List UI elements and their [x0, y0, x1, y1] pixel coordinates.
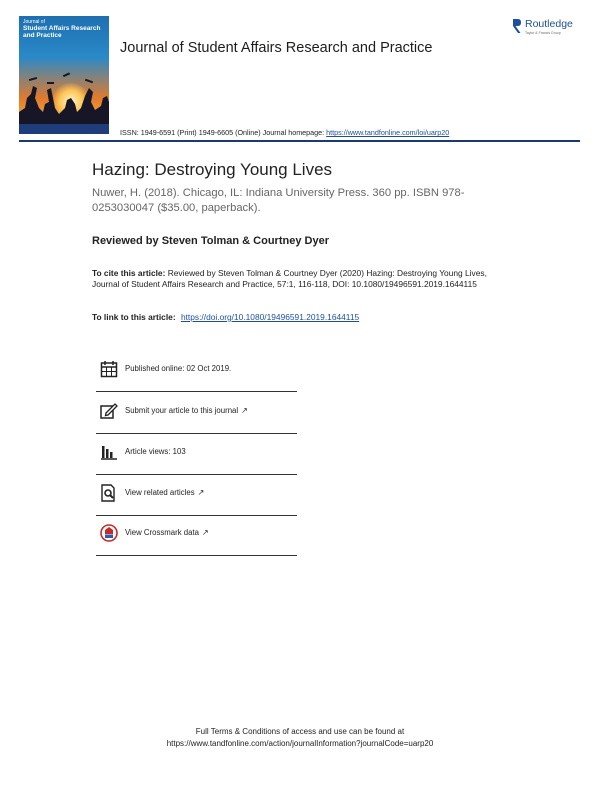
journal-cover-image: [19, 16, 109, 134]
issn-line: [120, 128, 449, 137]
header-divider: [19, 140, 580, 142]
reviewers: Reviewed by Steven Tolman & Courtney Dyer: [92, 235, 329, 247]
terms-footer: [0, 726, 600, 749]
external-link-icon: ↗: [197, 488, 205, 497]
search-document-icon: [100, 484, 118, 502]
crossmark-icon: [100, 524, 118, 542]
routledge-r-icon: [512, 18, 522, 34]
calendar-icon: [100, 360, 118, 378]
divider: [96, 555, 297, 557]
issn-text: ISSN: 1949-6591 (Print) 1949-6605 (Online) Journal homepage:: [120, 128, 325, 137]
publisher-tagline: Taylor & Francis Group: [525, 31, 561, 35]
related-articles-link[interactable]: [125, 488, 204, 497]
publisher-name: Routledge: [525, 18, 573, 30]
divider: [96, 474, 297, 476]
submit-article-link[interactable]: [125, 406, 248, 415]
link-label: To link to this article:: [92, 312, 176, 322]
info-crossmark[interactable]: [96, 516, 297, 556]
cite-block: [92, 268, 497, 291]
external-link-icon: ↗: [241, 406, 248, 415]
terms-line: Full Terms & Conditions of access and use can be found at: [195, 727, 405, 736]
journal-homepage-link[interactable]: https://www.tandfonline.com/loi/uarp20: [326, 128, 450, 137]
published-date: Published online: 02 Oct 2019.: [125, 364, 232, 373]
info-published: [96, 352, 297, 392]
article-views: Article views: 103: [125, 447, 186, 456]
divider: [96, 433, 297, 435]
external-link-icon: ↗: [201, 528, 209, 537]
edit-icon: [100, 402, 118, 420]
routledge-logo: [512, 18, 573, 34]
terms-url[interactable]: https://www.tandfonline.com/action/journalInformation?journalCode=uarp20: [166, 738, 434, 748]
link-block: [92, 312, 359, 322]
journal-title: Journal of Student Affairs Research and Practice: [120, 40, 433, 56]
article-title: Hazing: Destroying Young Lives: [92, 160, 333, 179]
divider: [96, 391, 297, 393]
cover-small-text: Journal of: [23, 19, 45, 25]
crossmark-label: View Crossmark data: [125, 528, 199, 537]
related-articles-label: View related articles: [125, 488, 195, 497]
info-views: [96, 435, 297, 475]
cite-text: Reviewed by Steven Tolman & Courtney Dyer (2020) Hazing: Destroying Young Lives, Journal of Student Affairs Research and Practice, 57:1, 116-118, DOI: 10.1080/19496591.2019.1644115: [92, 268, 487, 290]
bar-chart-icon: [100, 443, 118, 461]
submit-article-label: Submit your article to this journal: [125, 406, 239, 415]
cover-title: Student Affairs Research and Practice: [23, 25, 101, 39]
info-related[interactable]: [96, 476, 297, 516]
cite-label: To cite this article:: [92, 268, 166, 278]
crossmark-link[interactable]: [125, 528, 209, 537]
doi-link[interactable]: https://doi.org/10.1080/19496591.2019.1644115: [180, 312, 360, 322]
book-citation: Nuwer, H. (2018). Chicago, IL: Indiana University Press. 360 pp. ISBN 978-0253030047 ($35.00, paperback).: [92, 187, 465, 214]
info-submit[interactable]: [96, 394, 297, 434]
cover-publisher-band: [19, 124, 109, 134]
